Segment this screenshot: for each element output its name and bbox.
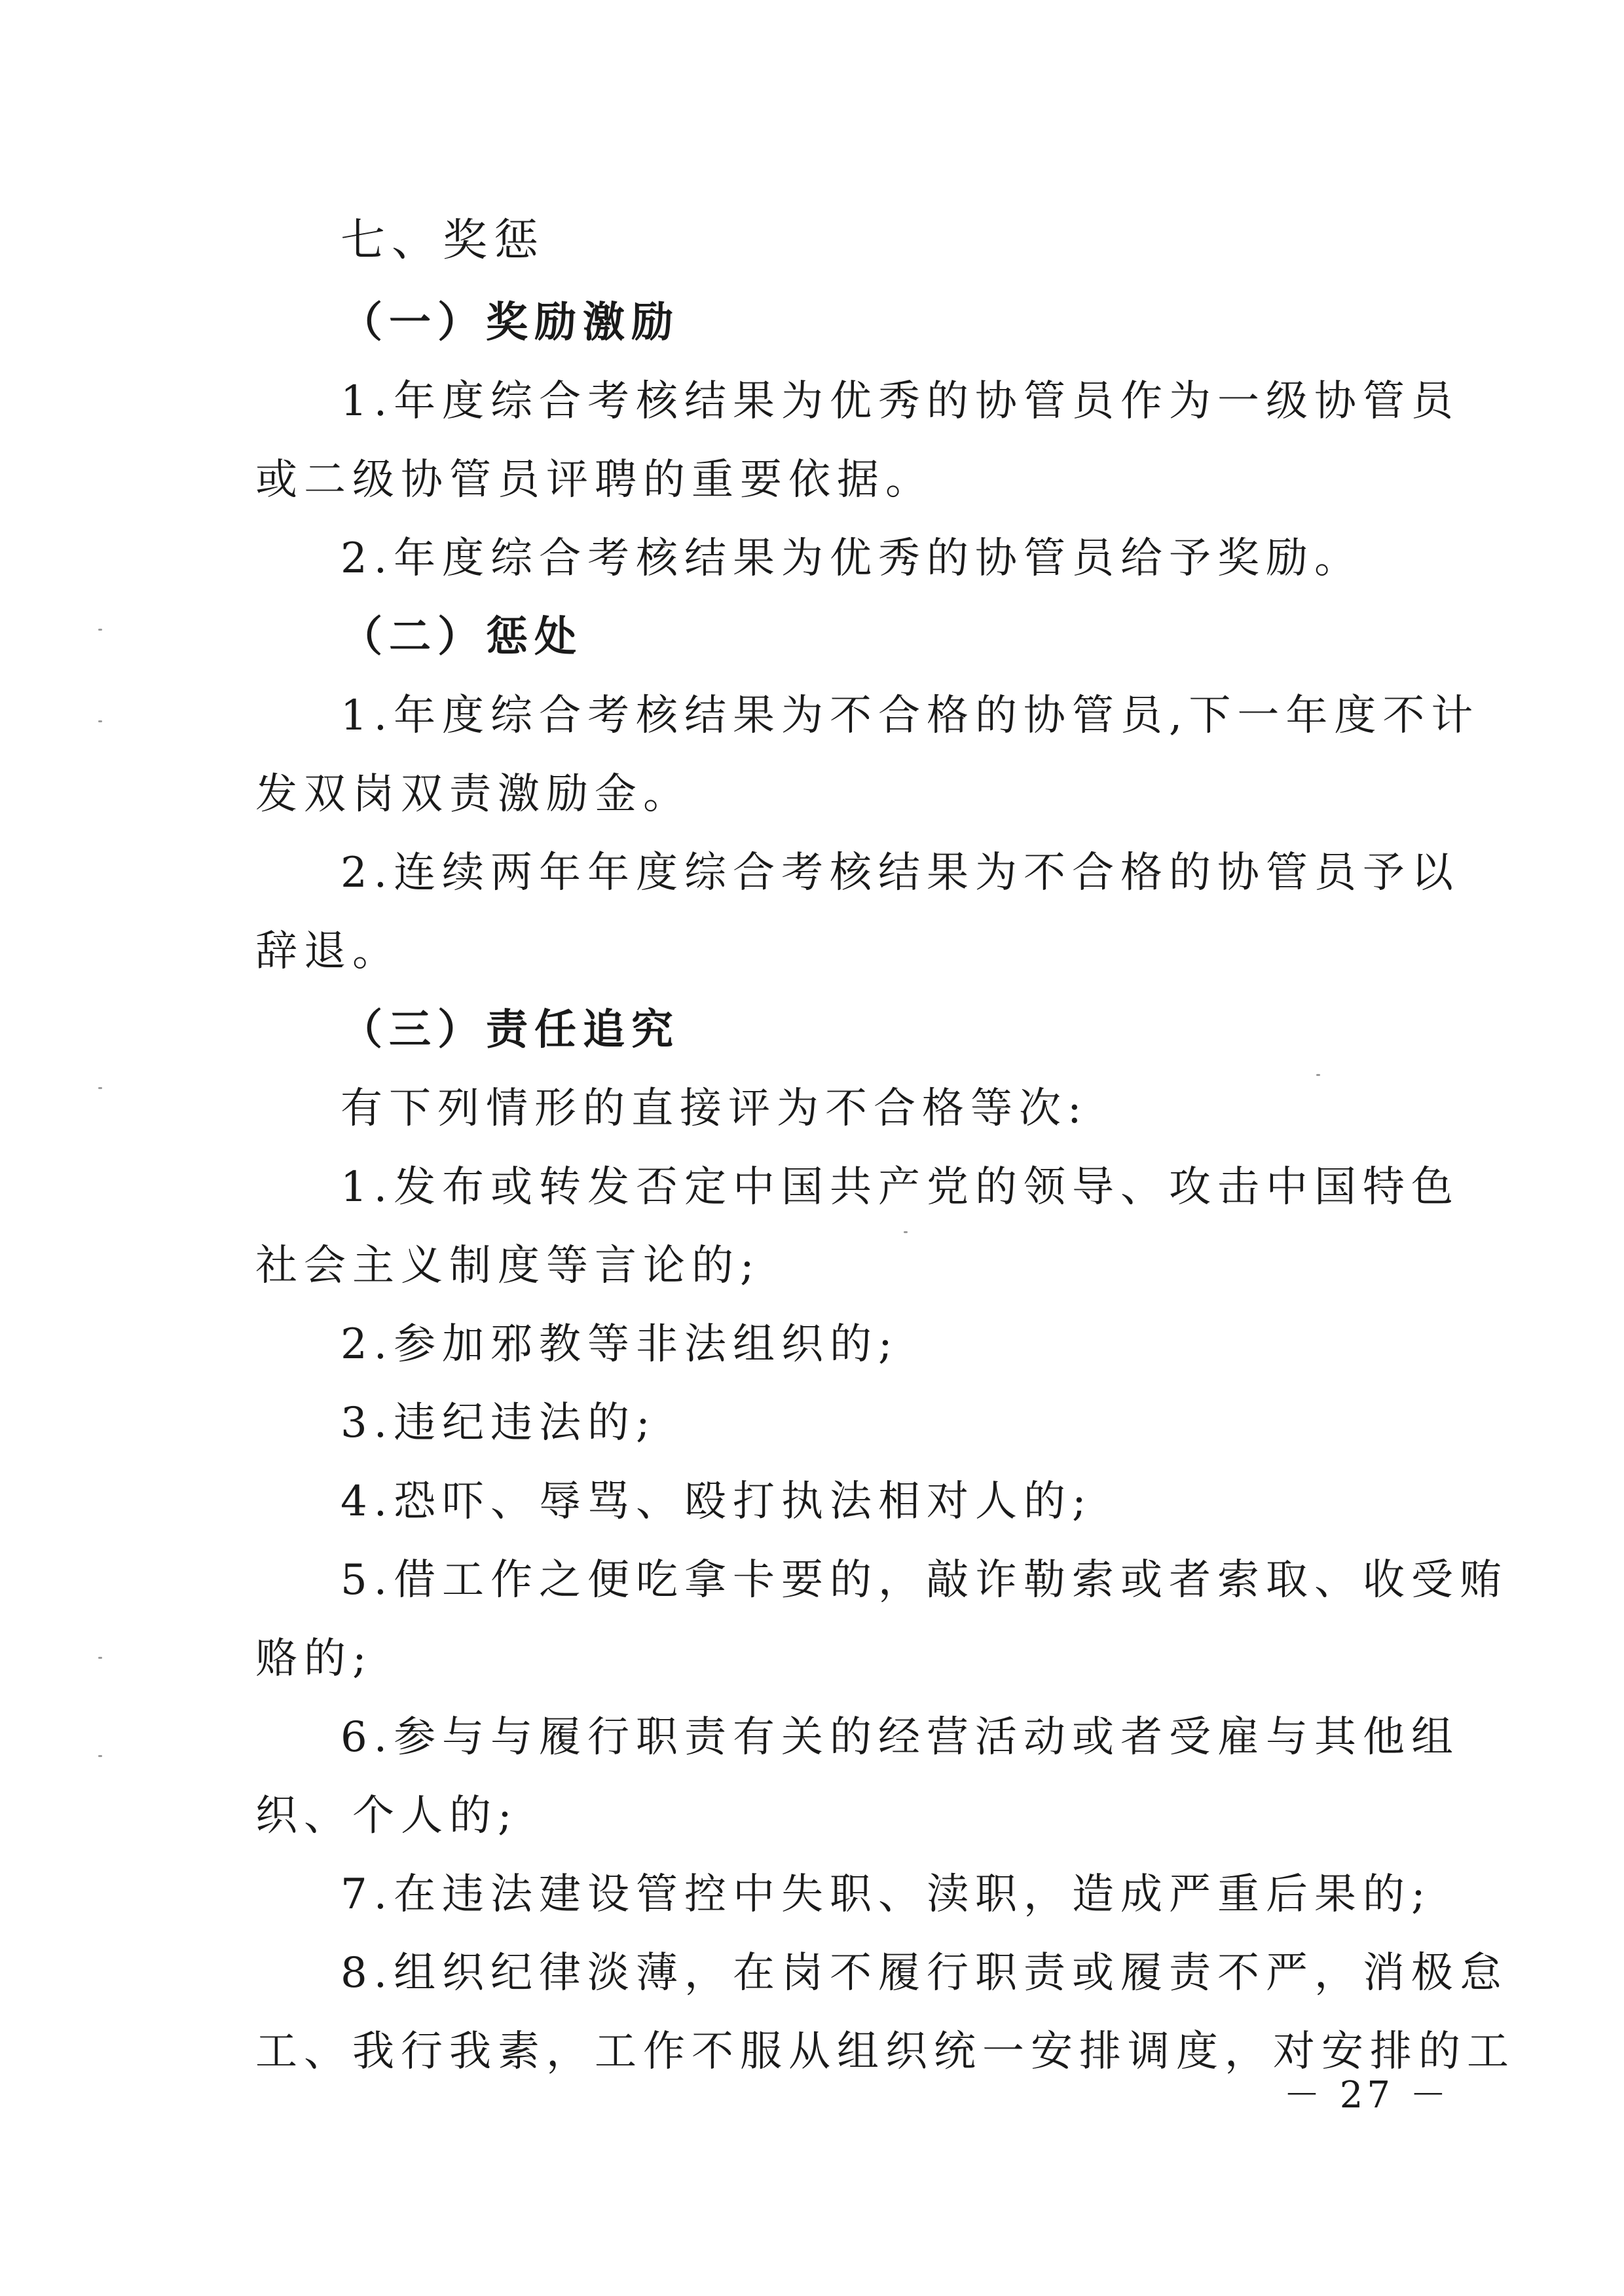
scan-speck [98, 629, 102, 631]
subheading-accountability: （三）责任追究 [341, 1005, 680, 1054]
list-item: 6.参与与履行职责有关的经营活动或者受雇与其他组 [341, 1713, 1460, 1762]
paragraph-line: 发双岗双责激励金。 [255, 770, 692, 819]
scan-speck [98, 1657, 102, 1659]
subheading-penalty: （二）惩处 [341, 612, 583, 661]
scan-speck [98, 1087, 102, 1089]
list-item: 工、我行我素，工作不服从组织统一安排调度，对安排的工 [255, 2028, 1515, 2076]
scan-speck [98, 1755, 102, 1757]
paragraph-line: 1.年度综合考核结果为不合格的协管员,下一年度不计 [341, 692, 1480, 740]
list-item: 织、个人的; [255, 1792, 519, 1840]
scan-speck [1316, 1074, 1320, 1076]
paragraph-line: 或二级协管员评聘的重要依据。 [255, 456, 934, 504]
list-item: 8.组织纪律淡薄，在岗不履行职责或履责不严，消极怠 [341, 1949, 1509, 1997]
section-heading: 七、奖惩 [341, 215, 545, 267]
paragraph-line: 2.年度综合考核结果为优秀的协管员给予奖励。 [341, 534, 1363, 583]
paragraph-line: 辞退。 [255, 927, 401, 976]
subheading-reward: （一）奖励激励 [341, 298, 680, 347]
scan-speck [98, 720, 102, 722]
list-item: 5.借工作之便吃拿卡要的，敲诈勒索或者索取、收受贿 [341, 1556, 1509, 1604]
paragraph-line: 2.连续两年年度综合考核结果为不合格的协管员予以 [341, 849, 1460, 897]
page-number: － 27 － [1283, 2074, 1450, 2117]
list-item: 社会主义制度等言论的; [255, 1242, 761, 1290]
list-item: 3.违纪违法的; [341, 1399, 657, 1447]
list-item: 2.参加邪教等非法组织的; [341, 1320, 899, 1369]
list-item: 1.发布或转发否定中国共产党的领导、攻击中国特色 [341, 1163, 1460, 1212]
scan-speck [904, 1231, 908, 1233]
paragraph-line: 有下列情形的直接评为不合格等次: [341, 1084, 1088, 1133]
paragraph-line: 1.年度综合考核结果为优秀的协管员作为一级协管员 [341, 377, 1460, 426]
list-item: 4.恐吓、辱骂、殴打执法相对人的; [341, 1477, 1093, 1526]
list-item: 赂的; [255, 1635, 373, 1683]
list-item: 7.在违法建设管控中失职、渎职，造成严重后果的; [341, 1870, 1432, 1919]
